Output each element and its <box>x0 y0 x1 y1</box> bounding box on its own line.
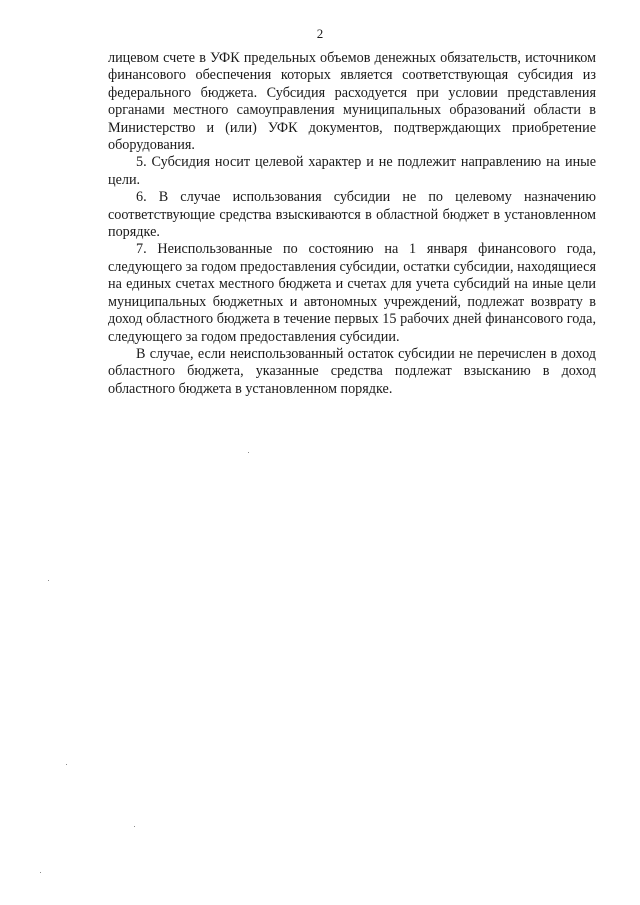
paragraph-remaining-balance: В случае, если неиспользованный остаток субсидии не перечислен в доход областного бюджета, указанные средства подлежат взысканию в доход областного бюджета в установленном порядке. <box>108 345 596 397</box>
scan-speck <box>40 872 41 873</box>
paragraph-item-7: 7. Неиспользованные по состоянию на 1 января финансового года, следующего за годом предоставления субсидии, остатки субсидии, находящиеся на единых счетах местного бюджета и счетах для учета субсидий на иные цели муниципальных бюджетных и автономных учреждений, подлежат возврату в доход областного бюджета в течение первых 15 рабочих дней финансового года, следующего за годом предоставления субсидии. <box>108 241 596 345</box>
document-body <box>108 50 596 398</box>
paragraph-continuation: лицевом счете в УФК предельных объемов денежных обязательств, источником финансового обеспечения которых является соответствующая субсидия из федерального бюджета. Субсидия расходуется при условии представления органами местного самоуправления муниципальных образований области в Министерство и (или) УФК документов, подтверждающих приобретение оборудования. <box>108 50 596 154</box>
scan-speck <box>248 452 249 453</box>
scan-speck <box>134 826 135 827</box>
paragraph-item-5: 5. Субсидия носит целевой характер и не подлежит направлению на иные цели. <box>108 154 596 188</box>
page-number: 2 <box>316 26 324 41</box>
scan-speck <box>48 580 49 581</box>
scan-speck <box>66 764 67 765</box>
paragraph-item-6: 6. В случае использования субсидии не по целевому назначению соответствующие средства взыскиваются в областной бюджет в установленном порядке. <box>108 189 596 241</box>
